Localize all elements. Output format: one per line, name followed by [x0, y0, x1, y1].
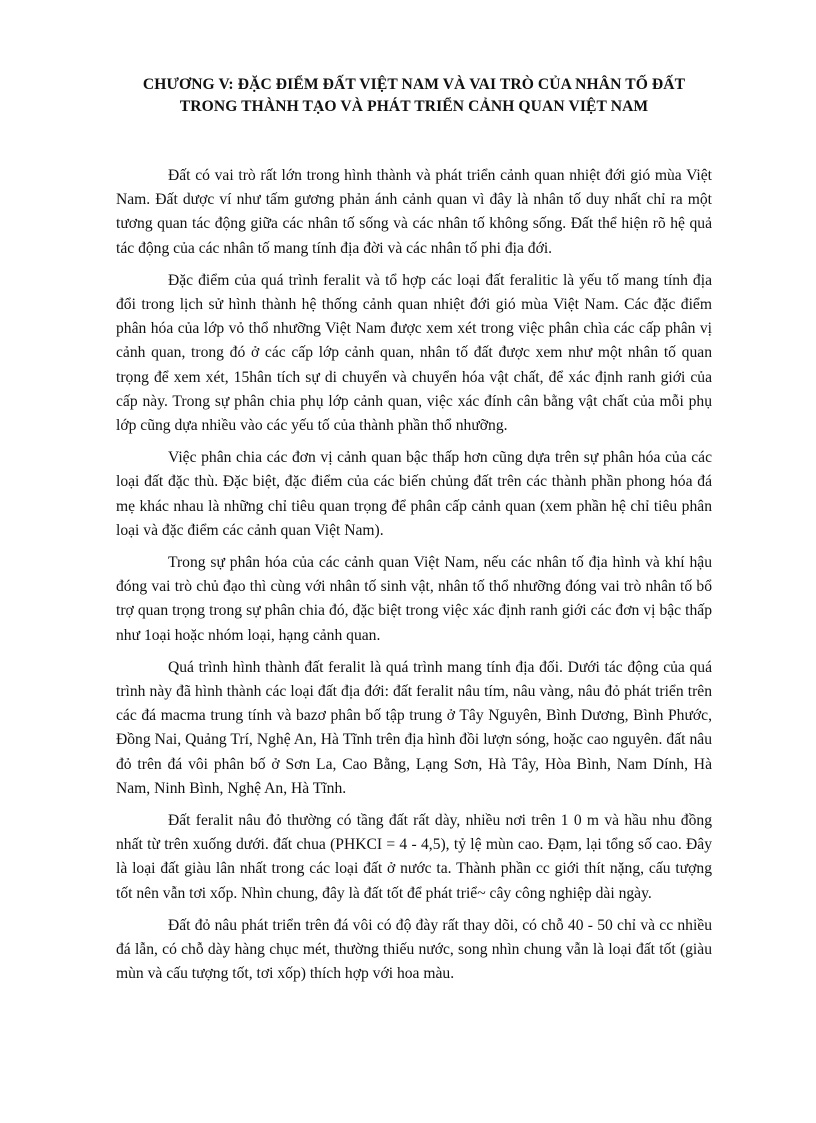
- paragraph-2: Đặc điểm của quá trình feralit và tổ hợp các loại đất feralitic là yếu tố mang tính địa đổi trong lịch sử hình thành hệ thống cảnh quan nhiệt đới gió mùa Việt Nam. Các đặc điểm phân hóa của lớp vỏ thổ nhưỡng Việt Nam được xem xét trong việc phân chìa các cấp phân vị cảnh quan, trong đó ở các cấp lớp cảnh quan, nhân tố đất được xem như một nhân tố quan trọng để xem xét, 15hân tích sự di chuyển và chuyển hóa vật chất, để xác định ranh giới của cấp này. Trong sự phân chia phụ lớp cảnh quan, việc xác đính cân bằng vật chất của mỗi phụ lớp cũng dựa nhiều vào các yếu tố của thành phần thổ nhưỡng.: [116, 271, 712, 435]
- paragraph-1: Đất có vai trò rất lớn trong hình thành và phát triển cảnh quan nhiệt đới gió mùa Việt Nam. Đất dược ví như tấm gương phản ánh cảnh quan vì đây là nhân tố duy nhất chỉ ra một tương quan tác động giữa các nhân tố sống và các nhân tố không sống. Đất thể hiện rõ hệ quả tác động của các nhân tố mang tính địa đời và các nhân tố phi địa đới.: [116, 167, 712, 257]
- paragraph-7: Đất đỏ nâu phát triển trên đá vôi có độ đày rất thay dõi, có chỗ 40 - 50 chỉ và cc nhiều đá lẫn, có chỗ dày hàng chục mét, thường thiếu nước, song nhìn chung vẫn là loại đất tốt (giàu mùn và cấu tượng tốt, tơi xốp) thích hợp với hoa màu.: [116, 916, 712, 983]
- paragraph-5: Quá trình hình thành đất feralit là quá trình mang tính địa đối. Dưới tác động của quá trình này đã hình thành các loại đất địa đới: đất feralit nâu tím, nâu vàng, nâu đỏ phát triển trên các đá macma trung tính và bazơ phân bố tập trung ở Tây Nguyên, Bình Dương, Bình Phước, Đồng Nai, Quảng Trí, Nghệ An, Hà Tĩnh trên địa hình đồi lượn sóng, hoặc cao nguyên. đất nâu đỏ trên đá vôi phân bố ở Sơn La, Cao Bằng, Lạng Sơn, Hà Tây, Hòa Bình, Nam Dính, Hà Nam, Ninh Bình, Nghệ An, Hà Tĩnh.: [116, 658, 712, 797]
- document-page: [116, 74, 712, 995]
- paragraph-6: Đất feralit nâu đỏ thường có tầng đất rất dày, nhiều nơi trên 1 0 m và hầu nhu đồng nhất từ trên xuống dưới. đất chua (PHKCI = 4 - 4,5), tỷ lệ mùn cao. Đạm, lại tổng số cao. Đây là loại đất giàu lân nhất trong các loại đất ở nước ta. Thành phần cc giới thít nặng, cấu tượng tốt nên vẫn tơi xốp. Nhìn chung, đây là đất tốt để phát triể~ cây công nghiệp dài ngày.: [116, 812, 712, 902]
- chapter-title-line-2: TRONG THÀNH TẠO VÀ PHÁT TRIỂN CẢNH QUAN VIỆT NAM: [179, 98, 649, 115]
- paragraph-3: Việc phân chia các đơn vị cảnh quan bậc thấp hơn cũng dựa trên sự phân hóa của các loại đất đặc thù. Đặc biệt, đặc điểm của các biến chủng đất trên các thành phần phong hóa đá mẹ khác nhau là những chỉ tiêu quan trọng để phân cấp cảnh quan (xem phần hệ chỉ tiêu phân loại và đặc điểm các cảnh quan Việt Nam).: [116, 449, 712, 539]
- chapter-title-line-1: CHƯƠNG V: ĐẶC ĐIỂM ĐẤT VIỆT NAM VÀ VAI TRÒ CỦA NHÂN TỐ ĐẤT: [142, 76, 686, 93]
- paragraph-4: Trong sự phân hóa của các cảnh quan Việt Nam, nếu các nhân tố địa hình và khí hậu đóng vai trò chủ đạo thì cùng với nhân tố sinh vật, nhân tố thổ nhưỡng đóng vai trò nhân tố bổ trợ quan trọng trong sự phân chia đó, đặc biệt trong việc xác định ranh giới các đơn vị bậc thấp như 1oại hoặc nhóm loại, hạng cảnh quan.: [116, 554, 712, 644]
- chapter-title: [116, 74, 712, 118]
